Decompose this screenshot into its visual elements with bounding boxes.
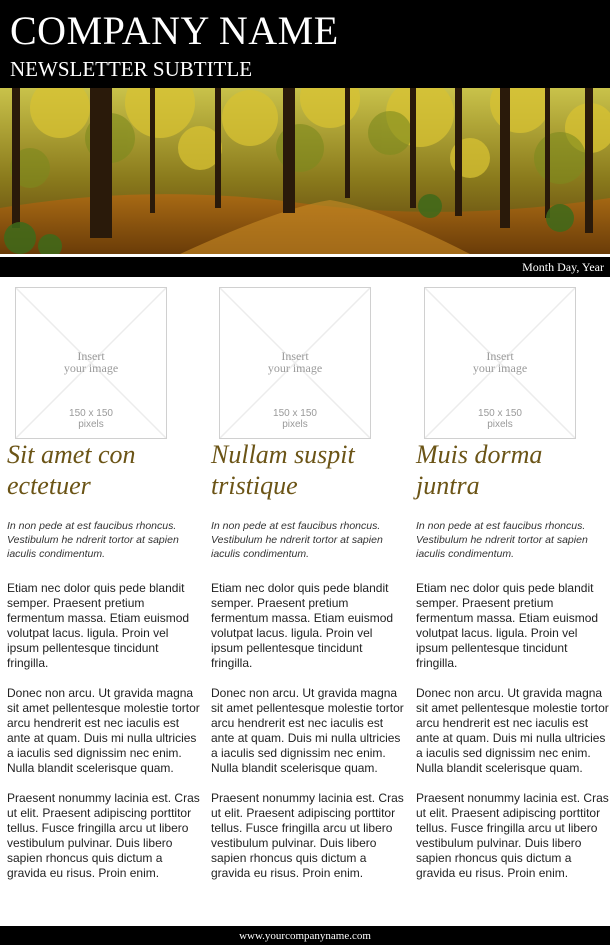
company-website-link[interactable]: www.yourcompanyname.com bbox=[239, 930, 371, 942]
placeholder-insert-text: Insert your image bbox=[267, 349, 323, 375]
article-paragraph: Praesent nonummy lacinia est. Cras ut elit. Praesent adipiscing porttitor tellus. Fusce fringilla arcu ut libero vestibulum pulvinar. Duis libero sapien rhoncus quis dictum a gravida eu risus. Proin enim. bbox=[211, 791, 404, 880]
image-placeholder bbox=[219, 287, 371, 439]
article-paragraph: Donec non arcu. Ut gravida magna sit amet pellentesque molestie tortor arcu hendrerit est nec iaculis est ante at quam. Duis mi nulla ultricies a iaculis sed dignissim nec enim. Nulla blandit scelerisque quam. bbox=[416, 686, 609, 775]
article-heading: Muis dorma juntra bbox=[416, 440, 543, 500]
placeholder-insert-text: Insert your image bbox=[63, 349, 119, 375]
forest-illustration bbox=[0, 88, 610, 254]
placeholder-size-text: 150 x 150 pixels bbox=[273, 408, 317, 430]
article-lead: In non pede at est faucibus rhoncus. Vestibulum he ndrerit tortor at sapien iaculis condimentum. bbox=[416, 520, 588, 560]
placeholder-size-text: 150 x 150 pixels bbox=[69, 408, 113, 430]
placeholder-insert-text: Insert your image bbox=[472, 349, 528, 375]
article-paragraph: Etiam nec dolor quis pede blandit semper. Praesent pretium fermentum massa. Etiam euismod volutpat lacus. ligula. Proin vel ipsum pellentesque tincidunt fringilla. bbox=[416, 581, 599, 670]
placeholder-size-text: 150 x 150 pixels bbox=[478, 408, 522, 430]
newsletter-footer bbox=[0, 926, 610, 945]
article-column-3 bbox=[416, 287, 610, 881]
issue-date: Month Day, Year bbox=[522, 260, 604, 274]
article-column-1 bbox=[7, 287, 201, 881]
article-paragraph: Donec non arcu. Ut gravida magna sit amet pellentesque molestie tortor arcu hendrerit est nec iaculis est ante at quam. Duis mi nulla ultricies a iaculis sed dignissim nec enim. Nulla blandit scelerisque quam. bbox=[211, 686, 404, 775]
newsletter-subtitle: NEWSLETTER SUBTITLE bbox=[10, 57, 253, 81]
article-paragraph: Praesent nonummy lacinia est. Cras ut elit. Praesent adipiscing porttitor tellus. Fusce fringilla arcu ut libero vestibulum pulvinar. Duis libero sapien rhoncus quis dictum a gravida eu risus. Proin enim. bbox=[416, 791, 609, 880]
article-paragraph: Praesent nonummy lacinia est. Cras ut elit. Praesent adipiscing porttitor tellus. Fusce fringilla arcu ut libero vestibulum pulvinar. Duis libero sapien rhoncus quis dictum a gravida eu risus. Proin enim. bbox=[7, 791, 200, 880]
article-column-2 bbox=[211, 287, 405, 881]
hero-forest-image bbox=[0, 88, 610, 254]
company-name: COMPANY NAME bbox=[10, 8, 339, 53]
article-paragraph: Donec non arcu. Ut gravida magna sit amet pellentesque molestie tortor arcu hendrerit est nec iaculis est ante at quam. Duis mi nulla ultricies a iaculis sed dignissim nec enim. Nulla blandit scelerisque quam. bbox=[7, 686, 200, 775]
article-heading: Sit amet con ectetuer bbox=[7, 440, 136, 500]
article-paragraph: Etiam nec dolor quis pede blandit semper. Praesent pretium fermentum massa. Etiam euismod volutpat lacus. ligula. Proin vel ipsum pellentesque tincidunt fringilla. bbox=[211, 581, 394, 670]
article-lead: In non pede at est faucibus rhoncus. Vestibulum he ndrerit tortor at sapien iaculis condimentum. bbox=[211, 520, 383, 560]
image-placeholder bbox=[424, 287, 576, 439]
article-heading: Nullam suspit tristique bbox=[211, 440, 355, 500]
newsletter-header bbox=[0, 0, 610, 88]
date-bar bbox=[0, 257, 610, 277]
article-paragraph: Etiam nec dolor quis pede blandit semper. Praesent pretium fermentum massa. Etiam euismod volutpat lacus. ligula. Proin vel ipsum pellentesque tincidunt fringilla. bbox=[7, 581, 190, 670]
article-lead: In non pede at est faucibus rhoncus. Vestibulum he ndrerit tortor at sapien iaculis condimentum. bbox=[7, 520, 179, 560]
image-placeholder bbox=[15, 287, 167, 439]
